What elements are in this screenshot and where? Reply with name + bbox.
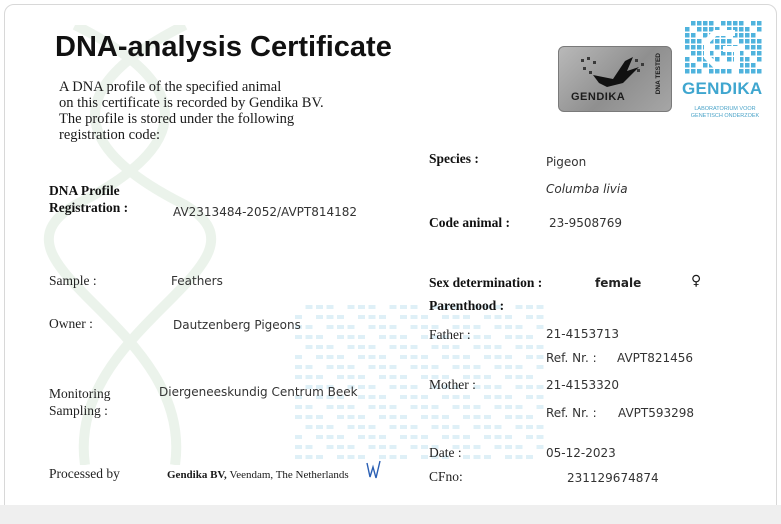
seal-brand: GENDIKA <box>571 91 626 103</box>
sample-label: Sample : <box>49 273 97 288</box>
registration-label-1: DNA Profile <box>49 183 120 198</box>
father-ref-value: AVPT821456 <box>617 351 694 365</box>
processed-by: Gendika BV, Veendam, The Netherlands <box>167 469 349 481</box>
owner-value: Dautzenberg Pigeons <box>173 318 301 332</box>
dna-tested-seal <box>558 46 672 112</box>
mother-label: Mother : <box>429 377 476 392</box>
mother-ref-label: Ref. Nr. : <box>546 406 597 420</box>
seal-side-text: DNA TESTED <box>655 53 662 95</box>
processed-label: Processed by <box>49 466 120 481</box>
species-common: Pigeon <box>546 155 587 169</box>
page-bottom-edge <box>0 505 781 524</box>
mother-ref-value: AVPT593298 <box>618 406 695 420</box>
monitoring-label-1: Monitoring <box>49 386 111 401</box>
female-symbol-icon: ♀ <box>691 273 702 289</box>
cfno-label: CFno: <box>429 469 463 484</box>
registration-value: AV2313484-2052/AVPT814182 <box>173 205 358 219</box>
father-value: 21-4153713 <box>546 327 620 341</box>
monitoring-label-2: Sampling : <box>49 403 108 418</box>
species-latin: Columba livia <box>546 182 628 196</box>
date-label: Date : <box>429 445 462 460</box>
certificate-sheet <box>4 4 777 520</box>
cfno-value: 231129674874 <box>567 471 659 485</box>
sex-label: Sex determination : <box>429 275 543 290</box>
signature-icon <box>365 459 383 481</box>
dove-icon <box>577 53 653 93</box>
species-label: Species : <box>429 151 479 166</box>
logo-name: GENDIKA <box>682 79 763 98</box>
logo-tagline: LABORATORIUM VOOR GENETISCH ONDERZOEK <box>690 106 760 119</box>
intro-text: A DNA profile of the specified animal on this certificate is recorded by Gendika BV. The profile is stored under the following registration code: <box>59 79 324 143</box>
sex-value: female <box>595 276 642 290</box>
owner-label: Owner : <box>49 316 93 331</box>
father-ref-label: Ref. Nr. : <box>546 351 597 365</box>
gendika-logo-icon <box>685 21 763 77</box>
date-value: 05-12-2023 <box>546 446 616 460</box>
page-title: DNA-analysis Certificate <box>55 31 392 63</box>
sample-value: Feathers <box>171 274 223 288</box>
code-animal-label: Code animal : <box>429 215 510 230</box>
code-animal-value: 23-9508769 <box>549 216 623 230</box>
mother-value: 21-4153320 <box>546 378 620 392</box>
father-label: Father : <box>429 327 471 342</box>
monitoring-value: Diergeneeskundig Centrum Beek <box>159 385 358 399</box>
parenthood-label: Parenthood : <box>429 298 505 313</box>
registration-label-2: Registration : <box>49 200 129 215</box>
